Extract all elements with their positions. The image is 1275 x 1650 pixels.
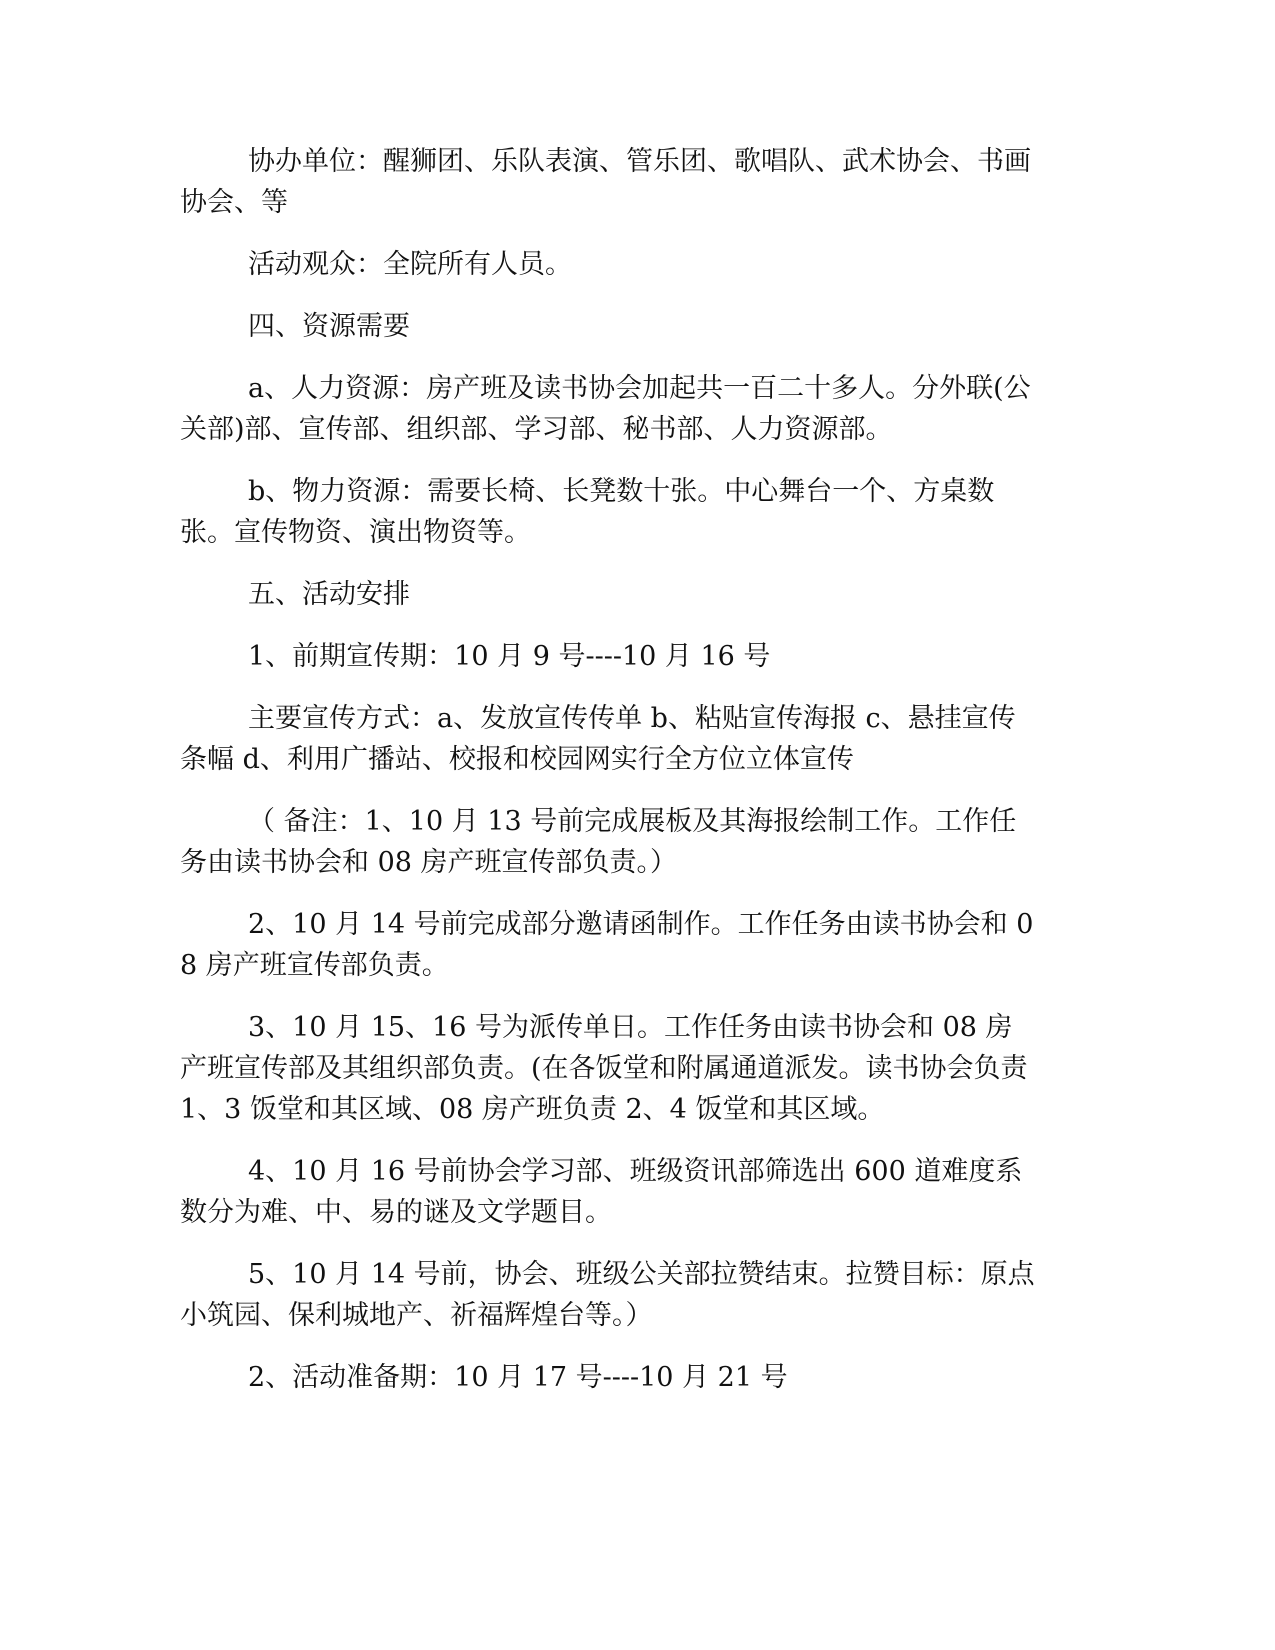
paragraph-publicity-methods: 主要宣传方式：a、发放宣传传单 b、粘贴宣传海报 c、悬挂宣传条幅 d、利用广播站、校报和校园网实行全方位立体宣传 <box>180 703 1016 775</box>
paragraph-publicity-period: 1、前期宣传期：10 月 9 号----10 月 16 号 <box>248 641 771 672</box>
paragraph-note-2: 2、10 月 14 号前完成部分邀请函制作。工作任务由读书协会和 08 房产班宣传部负责。 <box>180 909 1034 981</box>
document-body <box>180 141 1035 1419</box>
paragraph-note-1: （ 备注：1、10 月 13 号前完成展板及其海报绘制工作。工作任务由读书协会和 08 房产班宣传部负责。） <box>180 806 1017 878</box>
paragraph-note-4: 4、10 月 16 号前协会学习部、班级资讯部筛选出 600 道难度系数分为难、中、易的谜及文学题目。 <box>180 1156 1023 1228</box>
paragraph-material-resources: b、物力资源：需要长椅、长凳数十张。中心舞台一个、方桌数张。宣传物资、演出物资等。 <box>180 476 995 548</box>
paragraph-audience: 活动观众：全院所有人员。 <box>248 249 572 280</box>
paragraph-note-5: 5、10 月 14 号前，协会、班级公关部拉赞结束。拉赞目标：原点小筑园、保利城地产、祈福辉煌台等。） <box>180 1259 1035 1331</box>
heading-activity-schedule: 五、活动安排 <box>248 579 410 610</box>
paragraph-co-organizers: 协办单位：醒狮团、乐队表演、管乐团、歌唱队、武术协会、书画协会、等 <box>180 146 1031 218</box>
paragraph-preparation-period: 2、活动准备期：10 月 17 号----10 月 21 号 <box>248 1362 788 1393</box>
paragraph-note-3: 3、10 月 15、16 号为派传单日。工作任务由读书协会和 08 房产班宣传部及其组织部负责。(在各饭堂和附属通道派发。读书协会负责 1、3 饭堂和其区域、08 房产班负责 2、4 饭堂和其区域。 <box>180 1012 1037 1125</box>
heading-resource-needs: 四、资源需要 <box>248 311 410 342</box>
paragraph-human-resources: a、人力资源：房产班及读书协会加起共一百二十多人。分外联(公关部)部、宣传部、组织部、学习部、秘书部、人力资源部。 <box>180 373 1031 445</box>
